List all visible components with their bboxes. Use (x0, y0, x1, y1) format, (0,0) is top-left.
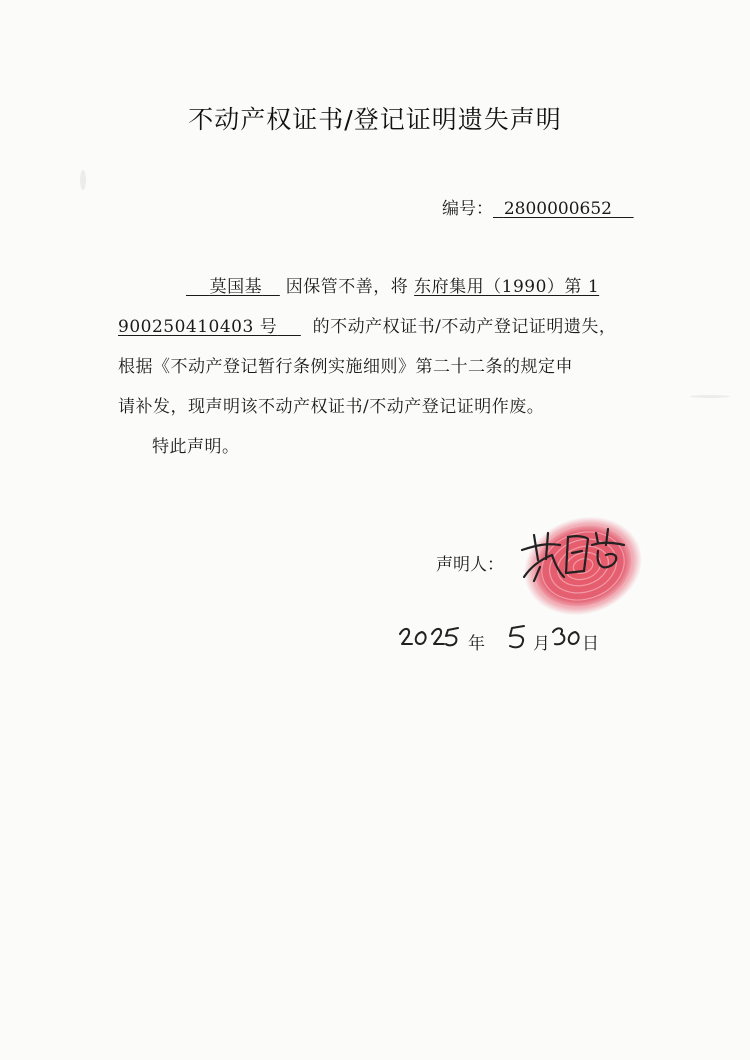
body-line-1 (186, 272, 599, 297)
body-line-3: 根据《不动产登记暂行条例实施细则》第二十二条的规定申 (118, 357, 573, 377)
year-suffix: 年 (468, 634, 485, 654)
body-line-4: 请补发，现声明该不动产权证书/不动产登记证明作废。 (118, 397, 545, 417)
number-value: 2800000652 (503, 199, 612, 219)
reason-text: 因保管不善，将 (285, 277, 409, 297)
body-line-2-text: 的不动产权证书/不动产登记证明遗失， (312, 317, 617, 337)
number-label: 编号： (442, 199, 493, 219)
declarant-label: 声明人： (436, 555, 504, 575)
certificate-prefix: 东府集用（1990）第 1 (414, 277, 600, 297)
body-line-2 (118, 312, 616, 337)
certificate-number: 900250410403 号 (118, 317, 278, 337)
month-suffix: 月 (533, 634, 550, 654)
scan-noise (690, 395, 730, 398)
handwritten-day (549, 618, 585, 658)
closing-text: 特此声明。 (152, 437, 240, 457)
handwritten-year (396, 618, 466, 658)
handwritten-month (504, 618, 532, 658)
day-suffix: 日 (582, 634, 599, 654)
scan-noise (80, 170, 86, 190)
handwritten-signature (512, 515, 632, 585)
owner-name: 莫国基 (209, 277, 263, 297)
document-title: 不动产权证书/登记证明遗失声明 (188, 105, 562, 134)
document-number (442, 194, 634, 219)
